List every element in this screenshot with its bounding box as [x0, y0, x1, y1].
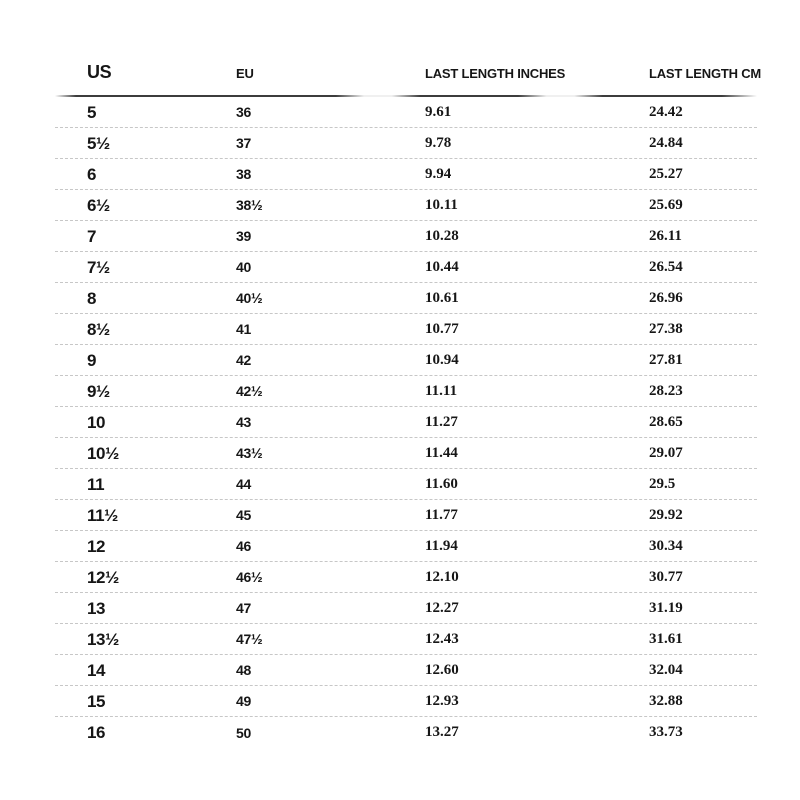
table-row: [55, 97, 757, 128]
cell-inches: 11.60: [425, 475, 458, 492]
column-header-last-length-inches: LAST LENGTH INCHES: [425, 66, 566, 81]
cell-cm: 27.38: [649, 320, 683, 337]
table-row: [55, 159, 757, 190]
table-header-row: [55, 56, 762, 95]
cell-eu: 45: [236, 507, 251, 523]
cell-cm: 31.19: [649, 599, 683, 616]
cell-inches: 12.10: [425, 568, 459, 585]
cell-us: 13: [87, 598, 106, 618]
cell-us: 15: [87, 691, 106, 711]
cell-eu: 44: [236, 476, 251, 492]
cell-cm: 24.84: [649, 134, 683, 151]
cell-inches: 12.43: [425, 630, 459, 647]
column-header-eu: EU: [236, 66, 254, 81]
cell-us: 6: [87, 164, 97, 184]
cell-eu: 37: [236, 135, 251, 151]
cell-us: 12: [87, 536, 106, 556]
cell-inches: 11.77: [425, 506, 458, 523]
cell-inches: 11.27: [425, 413, 458, 430]
cell-us: 10: [87, 412, 106, 432]
table-row: [55, 376, 757, 407]
cell-eu: 38½: [236, 197, 263, 213]
cell-inches: 10.44: [425, 258, 459, 275]
cell-eu: 46: [236, 538, 251, 554]
cell-us: 10½: [87, 443, 119, 463]
cell-inches: 12.60: [425, 661, 459, 678]
cell-cm: 30.34: [649, 537, 683, 554]
cell-us: 12½: [87, 567, 119, 587]
cell-eu: 43: [236, 414, 251, 430]
table-row: [55, 686, 757, 717]
cell-cm: 29.5: [649, 475, 676, 492]
cell-inches: 12.93: [425, 692, 459, 709]
cell-eu: 49: [236, 693, 251, 709]
cell-inches: 11.11: [425, 382, 458, 399]
cell-cm: 33.73: [649, 724, 683, 740]
cell-us: 5½: [87, 133, 110, 153]
cell-cm: 26.54: [649, 258, 683, 275]
cell-cm: 25.27: [649, 165, 683, 182]
cell-cm: 27.81: [649, 351, 683, 368]
cell-eu: 39: [236, 228, 251, 244]
cell-eu: 50: [236, 724, 251, 741]
table-row: [55, 190, 757, 221]
cell-eu: 42: [236, 352, 251, 368]
table-row: [55, 531, 757, 562]
table-row: [55, 717, 757, 748]
table-row: [55, 314, 757, 345]
cell-us: 5: [87, 102, 97, 122]
cell-inches: 12.27: [425, 599, 459, 616]
cell-cm: 26.11: [649, 227, 682, 244]
table-row: [55, 407, 757, 438]
size-table-body: [55, 97, 757, 748]
cell-us: 6½: [87, 195, 110, 215]
cell-eu: 47½: [236, 631, 263, 647]
cell-us: 7½: [87, 257, 110, 277]
cell-inches: 9.61: [425, 103, 452, 120]
cell-inches: 10.28: [425, 227, 459, 244]
cell-cm: 25.69: [649, 196, 683, 213]
size-chart-table: [55, 56, 762, 748]
cell-us: 8: [87, 288, 97, 308]
table-row: [55, 562, 757, 593]
cell-eu: 42½: [236, 383, 263, 399]
cell-eu: 47: [236, 600, 251, 616]
cell-cm: 26.96: [649, 289, 683, 306]
cell-inches: 9.94: [425, 165, 452, 182]
cell-inches: 10.94: [425, 351, 459, 368]
cell-inches: 11.94: [425, 537, 458, 554]
cell-cm: 28.23: [649, 382, 683, 399]
cell-us: 16: [87, 723, 106, 742]
cell-eu: 48: [236, 662, 251, 678]
cell-inches: 10.61: [425, 289, 459, 306]
cell-eu: 43½: [236, 445, 263, 461]
cell-eu: 41: [236, 321, 251, 337]
table-row: [55, 593, 757, 624]
cell-us: 14: [87, 660, 106, 680]
column-header-us: US: [87, 62, 112, 82]
cell-cm: 29.07: [649, 444, 683, 461]
cell-inches: 9.78: [425, 134, 452, 151]
cell-us: 11½: [87, 505, 118, 525]
table-row: [55, 221, 757, 252]
cell-inches: 13.27: [425, 724, 459, 740]
table-row: [55, 345, 757, 376]
cell-us: 13½: [87, 629, 119, 649]
table-row: [55, 128, 757, 159]
cell-eu: 36: [236, 104, 251, 120]
cell-eu: 38: [236, 166, 251, 182]
cell-us: 11: [87, 474, 105, 494]
table-row: [55, 500, 757, 531]
table-row: [55, 469, 757, 500]
table-row: [55, 655, 757, 686]
table-row: [55, 283, 757, 314]
cell-us: 9: [87, 350, 97, 370]
cell-cm: 30.77: [649, 568, 683, 585]
cell-us: 9½: [87, 381, 110, 401]
cell-eu: 40: [236, 259, 251, 275]
cell-us: 8½: [87, 319, 110, 339]
cell-inches: 10.11: [425, 196, 458, 213]
cell-cm: 24.42: [649, 103, 683, 120]
cell-inches: 10.77: [425, 320, 459, 337]
cell-inches: 11.44: [425, 444, 458, 461]
cell-cm: 32.04: [649, 661, 683, 678]
column-header-last-length-cm: LAST LENGTH CM: [649, 66, 762, 81]
table-row: [55, 624, 757, 655]
cell-us: 7: [87, 226, 97, 246]
cell-eu: 40½: [236, 290, 263, 306]
cell-cm: 28.65: [649, 413, 683, 430]
cell-cm: 29.92: [649, 506, 683, 523]
cell-cm: 31.61: [649, 630, 683, 647]
cell-cm: 32.88: [649, 692, 683, 709]
table-row: [55, 252, 757, 283]
table-row: [55, 438, 757, 469]
cell-eu: 46½: [236, 569, 263, 585]
